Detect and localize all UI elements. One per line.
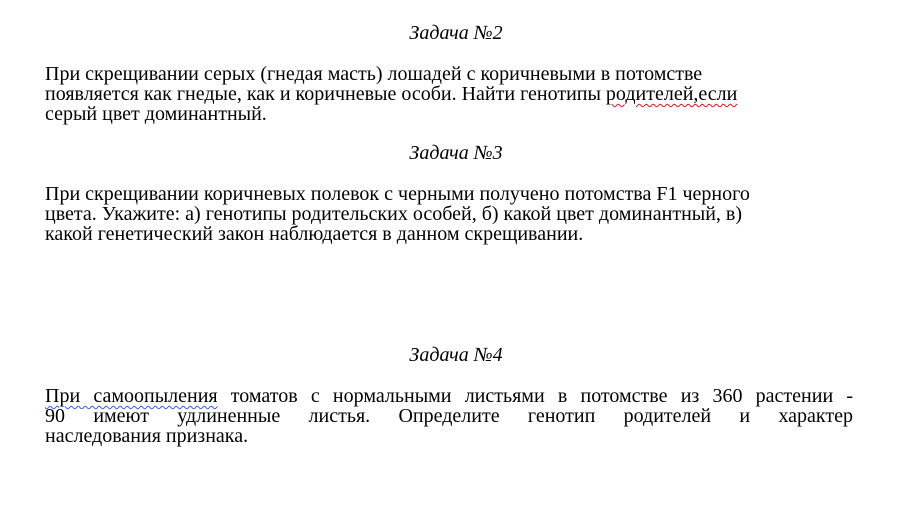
task-3-line-3: какой генетический закон наблюдается в данном скрещивании. [45, 223, 584, 245]
task-4-line-1 [45, 386, 853, 406]
task-4-line-1-rest: томатов с нормальными листьями в потомстве из 360 растении - [217, 385, 853, 407]
previous-page-cropped-line [0, 0, 912, 2]
spellcheck-flagged-word[interactable]: родителей,если [605, 83, 738, 105]
task-4-line-2: 90 имеют удлиненные листья. Определите генотип родителей и характер [45, 405, 853, 427]
task-4-text [45, 386, 853, 446]
task-2-line-3: серый цвет доминантный. [45, 103, 267, 125]
task-2-title: Задача №2 [409, 22, 503, 44]
task-4-line-3: наследования признака. [45, 425, 249, 447]
task-2-line-1: При скрещивании серых (гнедая масть) лошадей с коричневыми в потомстве [45, 63, 703, 85]
task-3-line-1: При скрещивании коричневых полевок с черными получено потомства F1 черного [45, 183, 750, 205]
task-2-line-2 [45, 84, 853, 104]
task-3-line-2: цвета. Укажите: а) генотипы родительских особей, б) какой цвет доминантный, в) [45, 203, 743, 225]
grammar-flagged-phrase[interactable]: При самоопыления [45, 385, 218, 407]
task-2-text [45, 64, 853, 124]
task-2-line-2-start: появляется как гнедые, как и коричневые особи. Найти генотипы [45, 83, 606, 105]
task-3-title: Задача №3 [409, 142, 503, 164]
task-4-title: Задача №4 [409, 344, 503, 366]
task-3-text [45, 184, 853, 244]
